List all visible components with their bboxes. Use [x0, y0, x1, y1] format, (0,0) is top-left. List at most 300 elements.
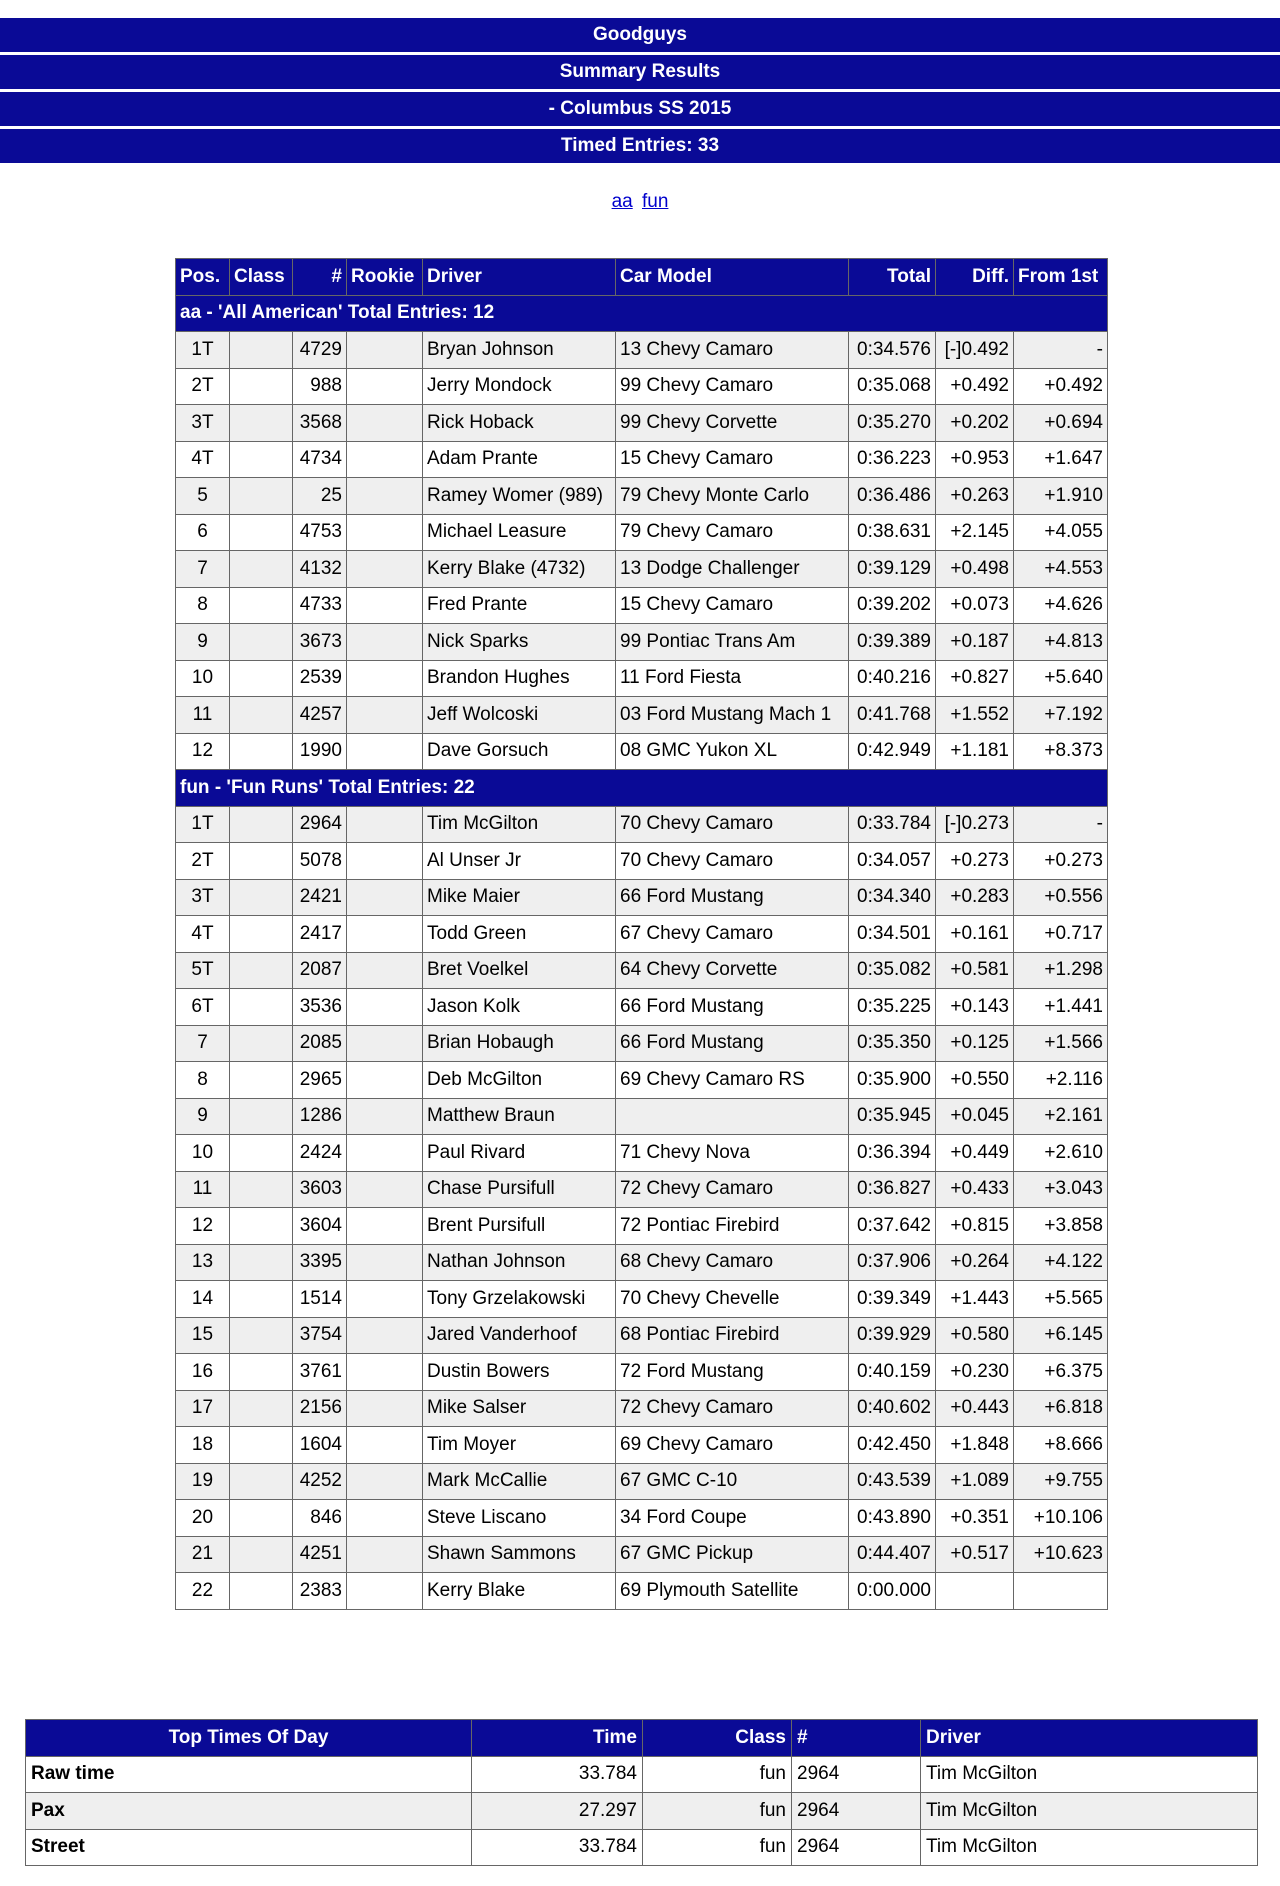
diff-cell: +0.283: [936, 879, 1014, 916]
driver-cell: Ramey Womer (989): [423, 478, 616, 515]
class-cell: [230, 368, 293, 405]
diff-cell: +0.953: [936, 441, 1014, 478]
class-cell: [230, 1354, 293, 1391]
pos-cell: 19: [176, 1463, 230, 1500]
number-cell: 2965: [293, 1062, 347, 1099]
class-links: [0, 188, 1280, 216]
diff-cell: +0.580: [936, 1317, 1014, 1354]
driver-cell: Bryan Johnson: [423, 332, 616, 369]
class-cell: [230, 478, 293, 515]
class-cell: [230, 551, 293, 588]
number-cell: 3604: [293, 1208, 347, 1245]
rookie-cell: [347, 952, 423, 989]
rookie-cell: [347, 1573, 423, 1610]
class-cell: fun: [643, 1829, 792, 1866]
class-cell: [230, 1062, 293, 1099]
driver-cell: Mark McCallie: [423, 1463, 616, 1500]
from-first-cell: +4.122: [1014, 1244, 1108, 1281]
rookie-cell: [347, 1135, 423, 1172]
table-row: [176, 1500, 1108, 1537]
car-model-cell: 66 Ford Mustang: [616, 989, 849, 1026]
total-cell: 0:35.945: [849, 1098, 936, 1135]
col-from-first: From 1st: [1014, 259, 1108, 296]
diff-cell: +0.492: [936, 368, 1014, 405]
table-row: [176, 952, 1108, 989]
class-cell: [230, 1390, 293, 1427]
pos-cell: 14: [176, 1281, 230, 1318]
col-car-model: Car Model: [616, 259, 849, 296]
number-cell: 3603: [293, 1171, 347, 1208]
from-first-cell: +6.145: [1014, 1317, 1108, 1354]
rookie-cell: [347, 1025, 423, 1062]
driver-cell: Nick Sparks: [423, 624, 616, 661]
diff-cell: [936, 1573, 1014, 1610]
diff-cell: +0.433: [936, 1171, 1014, 1208]
time-cell: 27.297: [472, 1793, 643, 1830]
link-aa[interactable]: aa: [611, 191, 633, 212]
category-cell: Raw time: [26, 1756, 472, 1793]
total-cell: 0:33.784: [849, 806, 936, 843]
number-cell: 3673: [293, 624, 347, 661]
results-table: [175, 258, 1108, 1610]
car-model-cell: 70 Chevy Camaro: [616, 843, 849, 880]
pos-cell: 16: [176, 1354, 230, 1391]
from-first-cell: +4.626: [1014, 587, 1108, 624]
total-cell: 0:39.349: [849, 1281, 936, 1318]
from-first-cell: +1.441: [1014, 989, 1108, 1026]
driver-cell: Bret Voelkel: [423, 952, 616, 989]
car-model-cell: [616, 1098, 849, 1135]
total-cell: 0:43.890: [849, 1500, 936, 1537]
driver-cell: Dustin Bowers: [423, 1354, 616, 1391]
class-cell: [230, 514, 293, 551]
col-total: Total: [849, 259, 936, 296]
class-cell: [230, 733, 293, 770]
rookie-cell: [347, 441, 423, 478]
from-first-cell: +10.106: [1014, 1500, 1108, 1537]
class-cell: fun: [643, 1793, 792, 1830]
rookie-cell: [347, 1062, 423, 1099]
total-cell: 0:35.350: [849, 1025, 936, 1062]
total-cell: 0:38.631: [849, 514, 936, 551]
driver-cell: Rick Hoback: [423, 405, 616, 442]
pos-cell: 10: [176, 660, 230, 697]
total-cell: 0:42.949: [849, 733, 936, 770]
link-fun[interactable]: fun: [642, 191, 669, 212]
from-first-cell: +1.647: [1014, 441, 1108, 478]
class-cell: [230, 1573, 293, 1610]
total-cell: 0:42.450: [849, 1427, 936, 1464]
pos-cell: 11: [176, 1171, 230, 1208]
rookie-cell: [347, 1463, 423, 1500]
car-model-cell: 71 Chevy Nova: [616, 1135, 849, 1172]
table-row: [176, 1390, 1108, 1427]
class-cell: [230, 1427, 293, 1464]
pos-cell: 3T: [176, 405, 230, 442]
diff-cell: +0.827: [936, 660, 1014, 697]
car-model-cell: 70 Chevy Chevelle: [616, 1281, 849, 1318]
driver-cell: Tony Grzelakowski: [423, 1281, 616, 1318]
time-cell: 33.784: [472, 1829, 643, 1866]
number-cell: 4753: [293, 514, 347, 551]
table-row: [176, 1171, 1108, 1208]
top-times-table: [25, 1719, 1258, 1866]
col-rookie: Rookie: [347, 259, 423, 296]
number-cell: 988: [293, 368, 347, 405]
rookie-cell: [347, 624, 423, 661]
class-cell: [230, 405, 293, 442]
driver-cell: Tim McGilton: [921, 1793, 1258, 1830]
number-cell: 4257: [293, 697, 347, 734]
diff-cell: +1.552: [936, 697, 1014, 734]
table-row: [176, 1208, 1108, 1245]
pos-cell: 6T: [176, 989, 230, 1026]
group-title: fun - 'Fun Runs' Total Entries: 22: [176, 770, 1108, 807]
car-model-cell: 34 Ford Coupe: [616, 1500, 849, 1537]
pos-cell: 6: [176, 514, 230, 551]
diff-cell: +0.351: [936, 1500, 1014, 1537]
driver-cell: Paul Rivard: [423, 1135, 616, 1172]
pos-cell: 9: [176, 1098, 230, 1135]
table-row: [176, 697, 1108, 734]
number-cell: 1286: [293, 1098, 347, 1135]
diff-cell: +0.263: [936, 478, 1014, 515]
class-cell: [230, 697, 293, 734]
group-header-row: [176, 770, 1108, 807]
car-model-cell: 66 Ford Mustang: [616, 879, 849, 916]
driver-cell: Nathan Johnson: [423, 1244, 616, 1281]
col-driver: Driver: [423, 259, 616, 296]
number-cell: 4733: [293, 587, 347, 624]
total-cell: 0:35.082: [849, 952, 936, 989]
table-row: [176, 551, 1108, 588]
from-first-cell: +0.492: [1014, 368, 1108, 405]
class-cell: [230, 587, 293, 624]
pos-cell: 13: [176, 1244, 230, 1281]
number-cell: 2964: [792, 1756, 921, 1793]
from-first-cell: +10.623: [1014, 1536, 1108, 1573]
driver-cell: Jerry Mondock: [423, 368, 616, 405]
pos-cell: 4T: [176, 916, 230, 953]
rookie-cell: [347, 514, 423, 551]
pos-cell: 15: [176, 1317, 230, 1354]
from-first-cell: +0.273: [1014, 843, 1108, 880]
col-top-class: Class: [643, 1720, 792, 1757]
diff-cell: +0.161: [936, 916, 1014, 953]
pos-cell: 18: [176, 1427, 230, 1464]
diff-cell: +0.443: [936, 1390, 1014, 1427]
rookie-cell: [347, 660, 423, 697]
table-row: [176, 1244, 1108, 1281]
table-row: [176, 1536, 1108, 1573]
total-cell: 0:34.576: [849, 332, 936, 369]
total-cell: 0:40.216: [849, 660, 936, 697]
driver-cell: Tim McGilton: [921, 1829, 1258, 1866]
driver-cell: Matthew Braun: [423, 1098, 616, 1135]
diff-cell: +0.815: [936, 1208, 1014, 1245]
from-first-cell: +3.043: [1014, 1171, 1108, 1208]
pos-cell: 8: [176, 587, 230, 624]
col-top-number: #: [792, 1720, 921, 1757]
top-times-row: [26, 1829, 1258, 1866]
car-model-cell: 72 Ford Mustang: [616, 1354, 849, 1391]
from-first-cell: -: [1014, 806, 1108, 843]
car-model-cell: 79 Chevy Monte Carlo: [616, 478, 849, 515]
car-model-cell: 69 Plymouth Satellite: [616, 1573, 849, 1610]
number-cell: 4729: [293, 332, 347, 369]
total-cell: 0:40.159: [849, 1354, 936, 1391]
diff-cell: +0.498: [936, 551, 1014, 588]
table-row: [176, 1135, 1108, 1172]
car-model-cell: 64 Chevy Corvette: [616, 952, 849, 989]
total-cell: 0:40.602: [849, 1390, 936, 1427]
from-first-cell: +3.858: [1014, 1208, 1108, 1245]
from-first-cell: +0.694: [1014, 405, 1108, 442]
table-row: [176, 1317, 1108, 1354]
driver-cell: Michael Leasure: [423, 514, 616, 551]
diff-cell: +0.581: [936, 952, 1014, 989]
class-cell: [230, 660, 293, 697]
pos-cell: 4T: [176, 441, 230, 478]
rookie-cell: [347, 1098, 423, 1135]
rookie-cell: [347, 587, 423, 624]
total-cell: 0:36.394: [849, 1135, 936, 1172]
from-first-cell: +8.666: [1014, 1427, 1108, 1464]
number-cell: 1604: [293, 1427, 347, 1464]
car-model-cell: 99 Chevy Corvette: [616, 405, 849, 442]
number-cell: 4132: [293, 551, 347, 588]
car-model-cell: 67 GMC C-10: [616, 1463, 849, 1500]
from-first-cell: +0.717: [1014, 916, 1108, 953]
table-row: [176, 1427, 1108, 1464]
pos-cell: 5T: [176, 952, 230, 989]
pos-cell: 7: [176, 551, 230, 588]
category-cell: Pax: [26, 1793, 472, 1830]
driver-cell: Kerry Blake: [423, 1573, 616, 1610]
rookie-cell: [347, 1427, 423, 1464]
table-row: [176, 733, 1108, 770]
class-cell: [230, 952, 293, 989]
total-cell: 0:35.900: [849, 1062, 936, 1099]
class-cell: [230, 806, 293, 843]
table-row: [176, 405, 1108, 442]
table-row: [176, 916, 1108, 953]
diff-cell: +1.089: [936, 1463, 1014, 1500]
rookie-cell: [347, 478, 423, 515]
diff-cell: +0.264: [936, 1244, 1014, 1281]
pos-cell: 21: [176, 1536, 230, 1573]
number-cell: 4252: [293, 1463, 347, 1500]
total-cell: 0:37.642: [849, 1208, 936, 1245]
from-first-cell: +8.373: [1014, 733, 1108, 770]
rookie-cell: [347, 989, 423, 1026]
car-model-cell: 13 Dodge Challenger: [616, 551, 849, 588]
class-cell: fun: [643, 1756, 792, 1793]
table-row: [176, 879, 1108, 916]
car-model-cell: 69 Chevy Camaro: [616, 1427, 849, 1464]
number-cell: 2421: [293, 879, 347, 916]
diff-cell: +0.073: [936, 587, 1014, 624]
from-first-cell: +7.192: [1014, 697, 1108, 734]
driver-cell: Deb McGilton: [423, 1062, 616, 1099]
group-fun: [176, 770, 1108, 1610]
class-cell: [230, 916, 293, 953]
driver-cell: Steve Liscano: [423, 1500, 616, 1537]
pos-cell: 9: [176, 624, 230, 661]
from-first-cell: [1014, 1573, 1108, 1610]
driver-cell: Adam Prante: [423, 441, 616, 478]
total-cell: 0:39.129: [849, 551, 936, 588]
pos-cell: 8: [176, 1062, 230, 1099]
pos-cell: 10: [176, 1135, 230, 1172]
from-first-cell: +1.910: [1014, 478, 1108, 515]
driver-cell: Brian Hobaugh: [423, 1025, 616, 1062]
total-cell: 0:36.223: [849, 441, 936, 478]
group-aa: [176, 295, 1108, 770]
class-cell: [230, 1208, 293, 1245]
diff-cell: +0.187: [936, 624, 1014, 661]
pos-cell: 7: [176, 1025, 230, 1062]
rookie-cell: [347, 733, 423, 770]
from-first-cell: +1.298: [1014, 952, 1108, 989]
col-time: Time: [472, 1720, 643, 1757]
diff-cell: +0.517: [936, 1536, 1014, 1573]
table-row: [176, 1354, 1108, 1391]
diff-cell: +1.848: [936, 1427, 1014, 1464]
from-first-cell: +4.055: [1014, 514, 1108, 551]
rookie-cell: [347, 1390, 423, 1427]
class-cell: [230, 1536, 293, 1573]
driver-cell: Tim McGilton: [921, 1756, 1258, 1793]
from-first-cell: +1.566: [1014, 1025, 1108, 1062]
rookie-cell: [347, 1317, 423, 1354]
number-cell: 5078: [293, 843, 347, 880]
driver-cell: Brandon Hughes: [423, 660, 616, 697]
car-model-cell: 99 Pontiac Trans Am: [616, 624, 849, 661]
total-cell: 0:36.486: [849, 478, 936, 515]
table-row: [176, 478, 1108, 515]
driver-cell: Al Unser Jr: [423, 843, 616, 880]
number-cell: 2383: [293, 1573, 347, 1610]
driver-cell: Tim McGilton: [423, 806, 616, 843]
car-model-cell: 67 GMC Pickup: [616, 1536, 849, 1573]
number-cell: 4734: [293, 441, 347, 478]
driver-cell: Brent Pursifull: [423, 1208, 616, 1245]
from-first-cell: +9.755: [1014, 1463, 1108, 1500]
diff-cell: +0.202: [936, 405, 1014, 442]
diff-cell: +0.125: [936, 1025, 1014, 1062]
top-times-row: [26, 1793, 1258, 1830]
timed-entries: Timed Entries: 33: [0, 129, 1280, 163]
pos-cell: 1T: [176, 332, 230, 369]
table-row: [176, 514, 1108, 551]
col-class: Class: [230, 259, 293, 296]
from-first-cell: +6.818: [1014, 1390, 1108, 1427]
table-row: [176, 1281, 1108, 1318]
driver-cell: Mike Salser: [423, 1390, 616, 1427]
driver-cell: Dave Gorsuch: [423, 733, 616, 770]
number-cell: 1514: [293, 1281, 347, 1318]
rookie-cell: [347, 1354, 423, 1391]
class-cell: [230, 1500, 293, 1537]
rookie-cell: [347, 1208, 423, 1245]
driver-cell: Todd Green: [423, 916, 616, 953]
driver-cell: Fred Prante: [423, 587, 616, 624]
rookie-cell: [347, 879, 423, 916]
number-cell: 25: [293, 478, 347, 515]
table-row: [176, 660, 1108, 697]
pos-cell: 1T: [176, 806, 230, 843]
table-row: [176, 1573, 1108, 1610]
rookie-cell: [347, 697, 423, 734]
pos-cell: 2T: [176, 843, 230, 880]
table-row: [176, 368, 1108, 405]
car-model-cell: 08 GMC Yukon XL: [616, 733, 849, 770]
table-row: [176, 843, 1108, 880]
driver-cell: Jeff Wolcoski: [423, 697, 616, 734]
top-times-row: [26, 1756, 1258, 1793]
car-model-cell: 72 Chevy Camaro: [616, 1171, 849, 1208]
number-cell: 2964: [792, 1793, 921, 1830]
total-cell: 0:43.539: [849, 1463, 936, 1500]
number-cell: 1990: [293, 733, 347, 770]
rookie-cell: [347, 1171, 423, 1208]
class-cell: [230, 1281, 293, 1318]
table-row: [176, 441, 1108, 478]
from-first-cell: +5.640: [1014, 660, 1108, 697]
rookie-cell: [347, 1500, 423, 1537]
diff-cell: +2.145: [936, 514, 1014, 551]
class-cell: [230, 332, 293, 369]
table-row: [176, 332, 1108, 369]
total-cell: 0:35.225: [849, 989, 936, 1026]
total-cell: 0:00.000: [849, 1573, 936, 1610]
diff-cell: [-]0.273: [936, 806, 1014, 843]
driver-cell: Jared Vanderhoof: [423, 1317, 616, 1354]
driver-cell: Jason Kolk: [423, 989, 616, 1026]
car-model-cell: 13 Chevy Camaro: [616, 332, 849, 369]
number-cell: 2964: [792, 1829, 921, 1866]
table-row: [176, 1098, 1108, 1135]
number-cell: 2539: [293, 660, 347, 697]
driver-cell: Kerry Blake (4732): [423, 551, 616, 588]
diff-cell: +0.273: [936, 843, 1014, 880]
number-cell: 2424: [293, 1135, 347, 1172]
total-cell: 0:39.929: [849, 1317, 936, 1354]
total-cell: 0:35.270: [849, 405, 936, 442]
table-row: [176, 1463, 1108, 1500]
class-cell: [230, 989, 293, 1026]
pos-cell: 12: [176, 733, 230, 770]
number-cell: 3754: [293, 1317, 347, 1354]
col-top-driver: Driver: [921, 1720, 1258, 1757]
rookie-cell: [347, 368, 423, 405]
pos-cell: 22: [176, 1573, 230, 1610]
diff-cell: +0.230: [936, 1354, 1014, 1391]
total-cell: 0:41.768: [849, 697, 936, 734]
pos-cell: 11: [176, 697, 230, 734]
rookie-cell: [347, 916, 423, 953]
page-subtitle: Summary Results: [0, 55, 1280, 89]
time-cell: 33.784: [472, 1756, 643, 1793]
col-pos: Pos.: [176, 259, 230, 296]
table-row: [176, 1062, 1108, 1099]
from-first-cell: +0.556: [1014, 879, 1108, 916]
car-model-cell: 11 Ford Fiesta: [616, 660, 849, 697]
total-cell: 0:39.202: [849, 587, 936, 624]
total-cell: 0:35.068: [849, 368, 936, 405]
from-first-cell: +6.375: [1014, 1354, 1108, 1391]
